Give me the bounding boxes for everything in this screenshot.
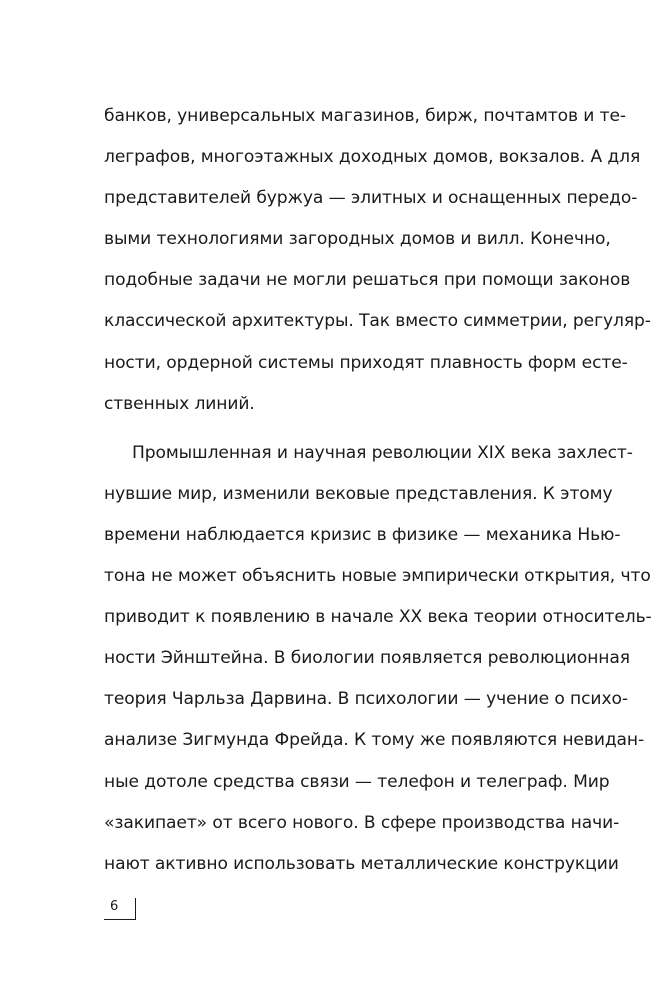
page-number: 6 [110,899,119,914]
folio-rule-horizontal [104,919,136,920]
text-line: ности Эйнштейна. В биологии появляется революционная [104,648,630,669]
text-line: представителей буржуа — элитных и оснащенных передо- [104,188,638,209]
text-line: тона не может объяснить новые эмпирически открытия, что [104,566,651,587]
text-line: ные дотоле средства связи — телефон и телеграф. Мир [104,771,610,792]
text-line: банков, универсальных магазинов, бирж, почтамтов и те- [104,106,626,126]
text-line: классической архитектуры. Так вместо симметрии, регуляр- [104,311,651,332]
text-line: ности, ордерной системы приходят плавность форм есте- [104,352,628,373]
body-text [104,96,652,885]
text-line: ственных линий. [104,393,255,414]
text-line: нувшие мир, изменили вековые представления. К этому [104,483,613,504]
text-line: анализе Зигмунда Фрейда. К тому же появляются невидан- [104,730,645,751]
paragraph-1 [104,96,651,425]
text-line: выми технологиями загородных домов и вилл. Конечно, [104,229,611,250]
text-line: леграфов, многоэтажных доходных домов, вокзалов. А для [104,147,641,168]
paragraph-2 [104,433,652,885]
paragraph-spacer [104,425,594,433]
text-line: приводит к появлению в начале XX века теории относитель- [104,607,652,628]
text-line: «закипает» от всего нового. В сфере производства начи- [104,812,620,833]
text-line: Промышленная и научная революции XIX века захлест- [132,442,633,463]
text-line: времени наблюдается кризис в физике — механика Нью- [104,524,621,545]
text-line: теория Чарльза Дарвина. В психологии — учение о психо- [104,689,628,710]
text-line: нают активно использовать металлические конструкции [104,853,619,874]
text-line: подобные задачи не могли решаться при помощи законов [104,270,631,291]
folio-rule-vertical [135,898,136,920]
